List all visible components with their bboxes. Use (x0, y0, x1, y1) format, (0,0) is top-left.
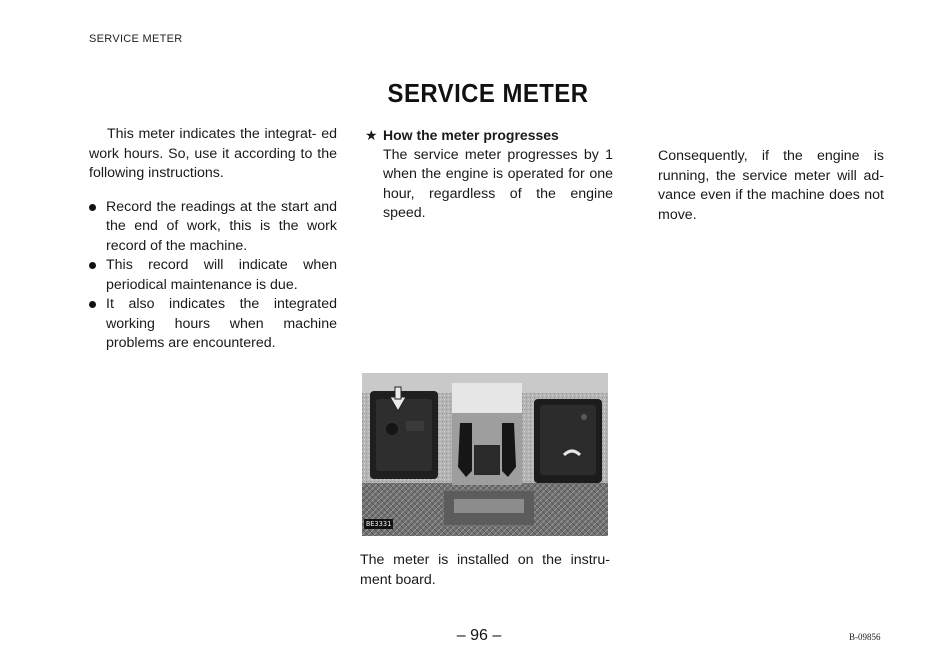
section-heading (365, 126, 613, 146)
running-header: SERVICE METER (89, 33, 183, 45)
bullet-icon (89, 301, 96, 308)
figure-caption-text: The meter is installed on the instru- ment board. (360, 552, 610, 588)
intro-paragraph: This meter indicates the integrat- ed work hours. So, use it according to the following instructions. (89, 126, 337, 181)
meter-progress-paragraph: The service meter progresses by 1 when the engine is operated for one hour, regardless of the engine speed. (383, 146, 613, 221)
instrument-board-photo (362, 373, 608, 536)
list-item-text: Record the readings at the start and the end of work, this is the work record of the machine. (106, 198, 337, 254)
list-item (89, 295, 337, 354)
consequence-paragraph: Consequently, if the engine is running, the service meter will ad- vance even if the machine does not move. (658, 148, 884, 223)
section-heading-text: How the meter progresses (383, 127, 559, 143)
list-item-text: This record will indicate when periodical maintenance is due. (106, 257, 337, 293)
photo-id-label: BE3331 (366, 520, 392, 528)
right-column (658, 147, 884, 225)
list-item-text: It also indicates the integrated working hours when machine problems are encountered. (106, 296, 337, 351)
figure-caption (360, 551, 610, 590)
bullet-icon (89, 204, 96, 211)
list-item (89, 256, 337, 295)
page-number: – 96 – (456, 627, 502, 644)
middle-column (365, 126, 613, 224)
page-title: SERVICE METER (387, 78, 589, 108)
document-code: B-09856 (849, 632, 881, 642)
instruction-list (89, 198, 337, 354)
star-icon: ★ (365, 127, 378, 143)
left-column (89, 125, 337, 354)
list-item (89, 198, 337, 257)
bullet-icon (89, 262, 96, 269)
instrument-board-illustration (362, 373, 608, 536)
